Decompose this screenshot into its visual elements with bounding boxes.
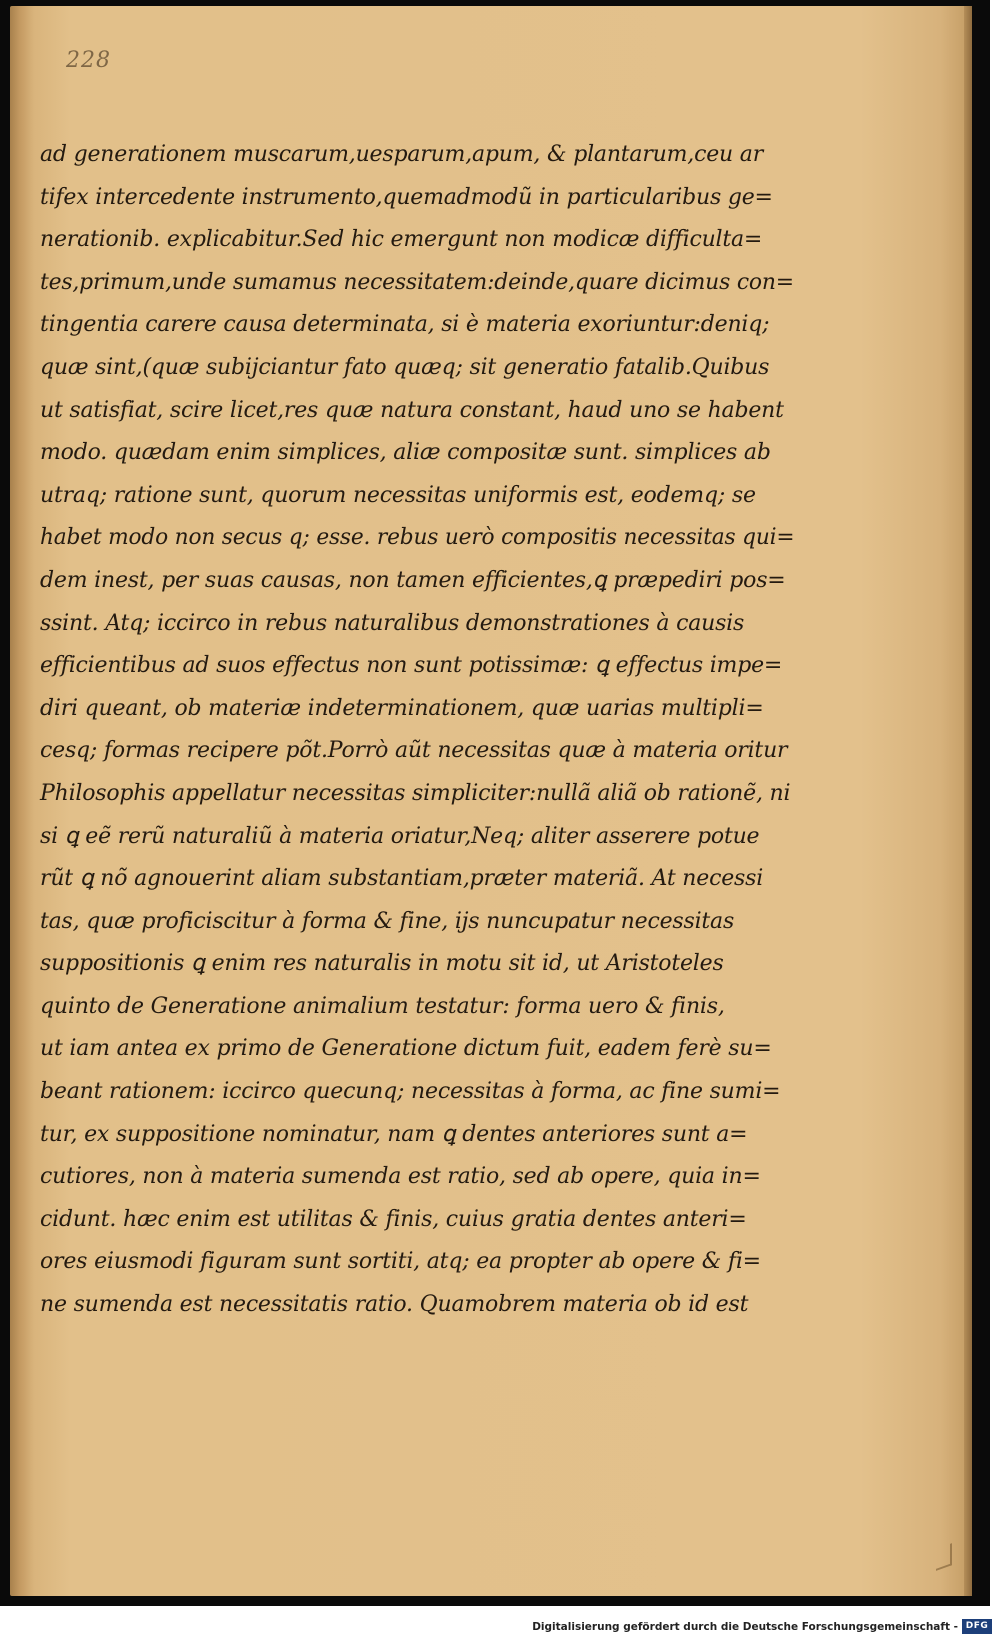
text-line: cidunt. hæc enim est utilitas & finis, cuius gratia dentes anteri= [40,1206,747,1232]
text-line: ssint. Atq; iccirco in rebus naturalibus demonstrationes à causis [40,610,745,636]
text-line: quinto de Generatione animalium testatur: forma uero & finis, [40,993,725,1019]
text-line: diri queant, ob materiæ indeterminationem, quæ uarias multipli= [40,695,764,721]
text-line: tas, quæ proficiscitur à forma & fine, ijs nuncupatur necessitas [40,908,735,934]
page-number: 228 [66,48,111,73]
text-line: cesq; formas recipere põt.Porrò aũt necessitas quæ à materia oritur [40,738,788,764]
text-line: Philosophis appellatur necessitas simpliciter:nullã aliã ob rationẽ, ni [40,780,791,806]
text-line: ores eiusmodi figuram sunt sortiti, atq; ea propter ab opere & fi= [40,1249,761,1275]
text-line: cutiores, non à materia sumenda est ratio, sed ab opere, quia in= [40,1164,761,1190]
text-line: nerationib. explicabitur.Sed hic emergunt non modicæ difficulta= [40,227,763,253]
footer-bar [0,1606,1000,1639]
text-line: dem inest, per suas causas, non tamen efficientes,ꝗ præpediri pos= [40,567,786,593]
text-line: habet modo non secus q; esse. rebus uerò compositis necessitas qui= [40,525,795,551]
text-line: efficientibus ad suos effectus non sunt potissimæ: ꝗ effectus impe= [40,653,783,679]
text-line: utraq; ratione sunt, quorum necessitas uniformis est, eodemq; se [40,482,756,508]
text-line: ad generationem muscarum,uesparum,apum, & plantarum,ceu ar [40,142,764,167]
text-line: tifex intercedente instrumento,quemadmodũ in particularibus ge= [40,184,773,210]
dfg-logo: DFG [962,1619,992,1634]
text-line: modo. quædam enim simplices, aliæ compositæ sunt. simplices ab [40,440,771,466]
text-line: tur, ex suppositione nominatur, nam ꝗ dentes anteriores sunt a= [40,1121,748,1147]
text-line: ut iam antea ex primo de Generatione dictum fuit, eadem ferè su= [40,1036,772,1062]
text-line: rũt ꝗ nõ agnouerint aliam substantiam,præter materiã. At necessi [40,866,764,892]
text-line: si ꝗ eẽ rerũ naturaliũ à materia oriatur,Neq; aliter asserere potue [40,823,760,849]
funding-credit: Digitalisierung gefördert durch die Deutsche Forschungsgemeinschaft - [532,1621,958,1633]
book-page [10,6,972,1596]
body-text [40,134,794,1327]
text-line: tingentia carere causa determinata, si è materia exoriuntur:deniq; [40,312,770,338]
text-line: beant rationem: iccirco quecunq; necessitas à forma, ac fine sumi= [40,1079,781,1105]
page-corner-mark [936,1543,952,1571]
page-edge [964,6,972,1596]
text-line: quæ sint,(quæ subijciantur fato quæq; sit generatio fatalib.Quibus [40,354,770,380]
text-line: tes,primum,unde sumamus necessitatem:deinde,quare dicimus con= [40,269,794,295]
text-line: ne sumenda est necessitatis ratio. Quamobrem materia ob id est [40,1292,749,1318]
text-line: suppositionis ꝗ enim res naturalis in motu sit id, ut Aristoteles [40,951,724,977]
text-line: ut satisfiat, scire licet,res quæ natura constant, haud uno se habent [40,397,784,423]
